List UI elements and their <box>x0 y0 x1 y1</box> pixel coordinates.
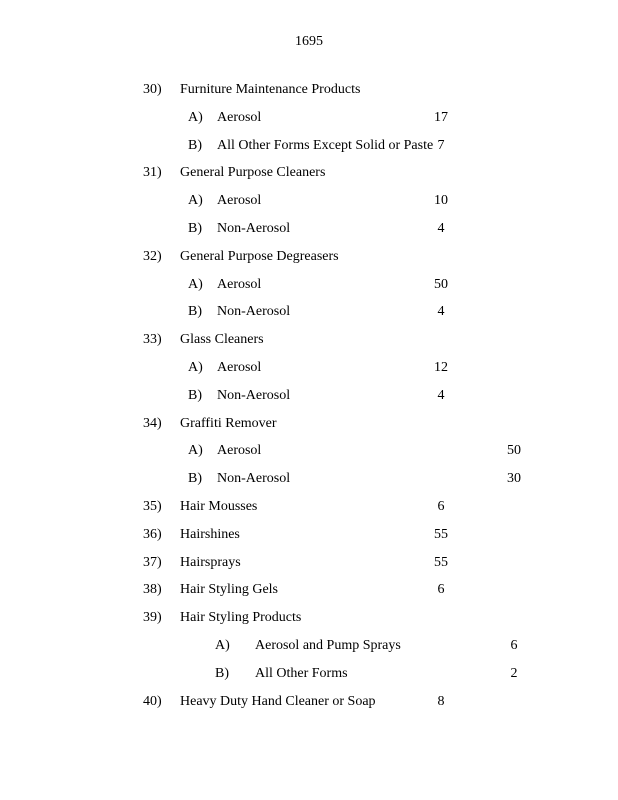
item-number: B) <box>188 387 202 403</box>
item-label: All Other Forms <box>255 665 348 681</box>
item-label: Hair Styling Products <box>180 610 302 626</box>
table-row <box>0 164 618 184</box>
item-number: B) <box>188 471 202 487</box>
table-row <box>0 609 618 629</box>
item-number: B) <box>215 665 229 681</box>
item-label: General Purpose Degreasers <box>180 248 339 264</box>
table-row <box>0 109 618 129</box>
item-number: 35) <box>143 499 162 514</box>
item-value: 6 <box>510 638 518 653</box>
page-number: 1695 <box>295 34 323 49</box>
item-value: 17 <box>434 109 448 125</box>
item-label: Hair Styling Gels <box>180 582 278 598</box>
item-number: A) <box>188 109 203 125</box>
table-row <box>0 581 618 601</box>
item-number: 40) <box>143 693 162 709</box>
item-value: 30 <box>507 471 521 487</box>
table-row <box>0 331 618 351</box>
table-row <box>0 637 618 657</box>
item-number: 30) <box>143 82 162 97</box>
item-number: B) <box>188 304 202 320</box>
item-number: 31) <box>143 165 162 181</box>
item-label: Non-Aerosol <box>217 387 291 403</box>
table-row <box>0 303 618 323</box>
item-number: 39) <box>143 610 162 626</box>
item-number: 34) <box>143 415 162 431</box>
item-number: 38) <box>143 582 162 598</box>
item-value: 50 <box>434 276 448 292</box>
item-number: A) <box>215 638 230 653</box>
item-value: 6 <box>437 499 445 514</box>
table-row <box>0 359 618 379</box>
item-number: 33) <box>143 332 162 348</box>
item-value: 50 <box>507 443 521 459</box>
item-number: A) <box>188 443 203 459</box>
item-label: Furniture Maintenance Products <box>180 82 361 97</box>
item-value: 2 <box>510 665 518 681</box>
item-label: Aerosol <box>217 276 262 292</box>
item-label: Non-Aerosol <box>217 471 291 487</box>
item-label: Aerosol <box>217 109 262 125</box>
item-number: B) <box>188 137 202 153</box>
table-row <box>0 81 618 101</box>
item-label: Non-Aerosol <box>217 304 291 320</box>
table-row <box>0 665 618 685</box>
item-value: 10 <box>434 193 448 209</box>
table-row <box>0 276 618 296</box>
table-row <box>0 220 618 240</box>
table-row <box>0 526 618 546</box>
item-value: 12 <box>434 360 448 375</box>
table-row <box>0 498 618 518</box>
item-value: 4 <box>437 304 445 320</box>
item-number: A) <box>188 193 203 209</box>
item-label: Aerosol <box>217 360 262 375</box>
table-row <box>0 470 618 490</box>
item-value: 7 <box>437 137 445 153</box>
item-label: All Other Forms Except Solid or Paste <box>217 137 434 153</box>
item-label: Hair Mousses <box>180 499 258 514</box>
table-row <box>0 387 618 407</box>
item-value: 55 <box>434 554 448 570</box>
item-number: 36) <box>143 526 162 542</box>
item-label: Aerosol <box>217 443 262 459</box>
item-number: 37) <box>143 554 162 570</box>
item-value: 6 <box>437 582 445 598</box>
table-row <box>0 554 618 574</box>
item-label: General Purpose Cleaners <box>180 165 326 181</box>
item-number: A) <box>188 360 203 375</box>
item-label: Graffiti Remover <box>180 415 277 431</box>
table-row <box>0 192 618 212</box>
item-label: Aerosol and Pump Sprays <box>255 638 401 653</box>
item-label: Glass Cleaners <box>180 332 264 348</box>
item-label: Aerosol <box>217 193 262 209</box>
table-row <box>0 137 618 157</box>
table-row <box>0 248 618 268</box>
item-number: 32) <box>143 248 162 264</box>
table-row <box>0 415 618 435</box>
item-value: 4 <box>437 221 445 236</box>
item-label: Non-Aerosol <box>217 221 291 236</box>
item-number: B) <box>188 221 202 236</box>
item-label: Hairshines <box>180 526 240 542</box>
item-value: 55 <box>434 526 448 542</box>
table-row <box>0 693 618 713</box>
item-value: 8 <box>437 693 445 709</box>
item-label: Heavy Duty Hand Cleaner or Soap <box>180 693 376 709</box>
item-value: 4 <box>437 387 445 403</box>
item-number: A) <box>188 276 203 292</box>
item-label: Hairsprays <box>180 554 241 570</box>
table-row <box>0 442 618 462</box>
